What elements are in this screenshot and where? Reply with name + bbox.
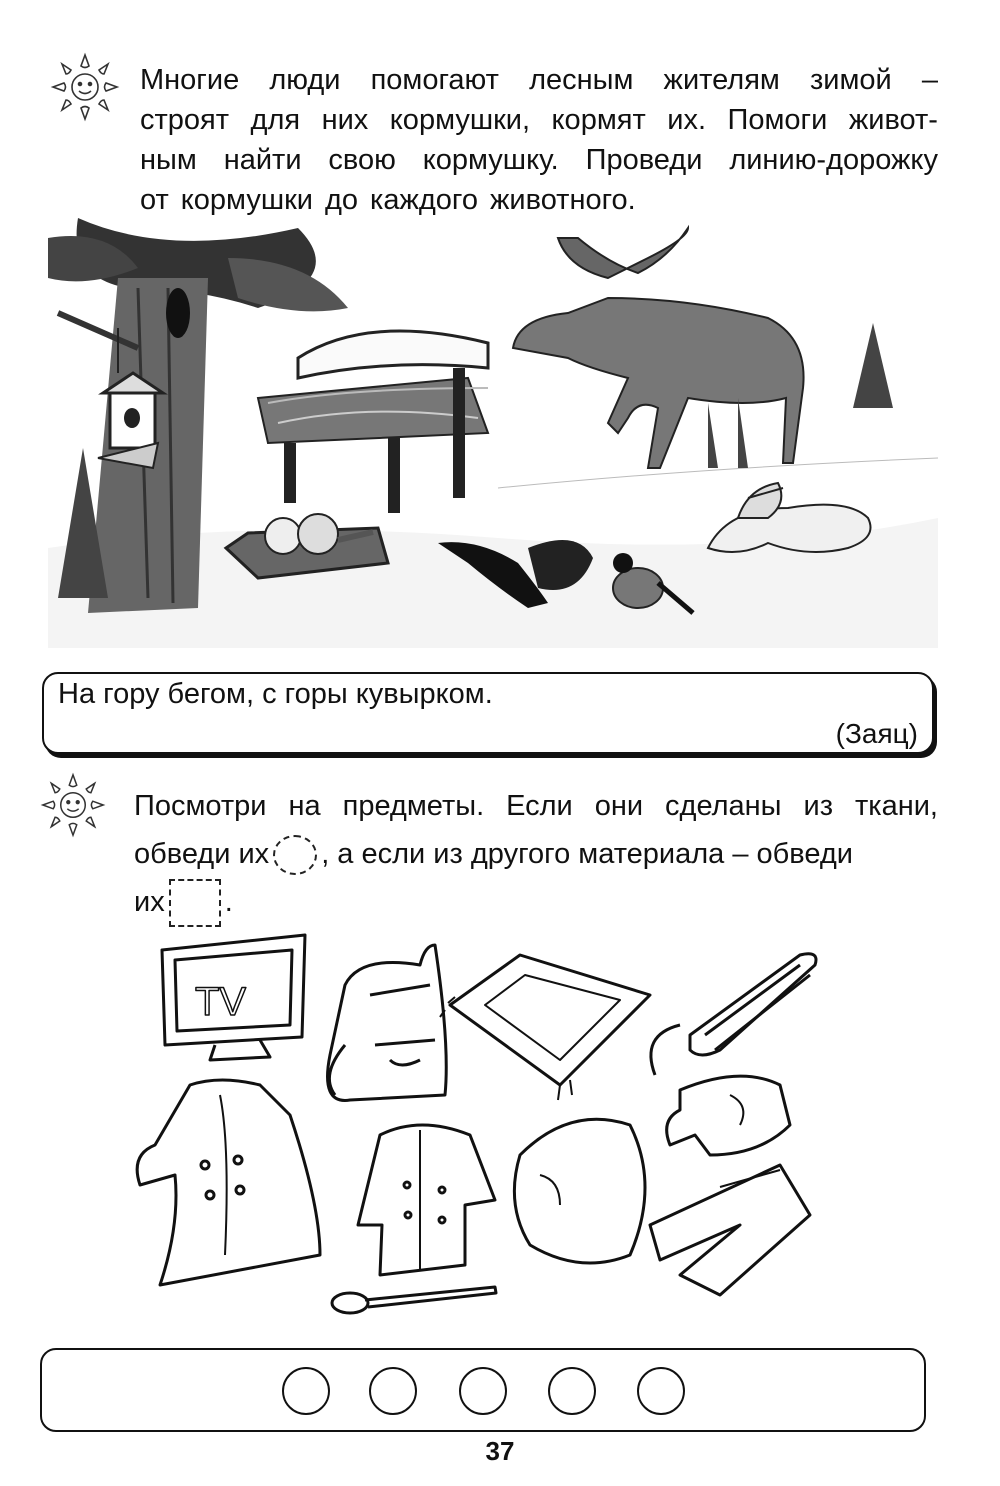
sun-icon xyxy=(50,52,120,122)
dashed-circle-symbol xyxy=(273,835,317,875)
shawl xyxy=(440,955,650,1100)
tv-set xyxy=(162,935,305,1060)
sun-icon xyxy=(40,772,106,838)
jeans xyxy=(650,1165,810,1295)
sled xyxy=(651,954,816,1075)
riddle-text: На гору бегом, с горы кувырком. xyxy=(58,678,493,710)
answer-circle[interactable] xyxy=(548,1367,596,1415)
winter-forest-illustration xyxy=(48,218,938,648)
answer-circle[interactable] xyxy=(282,1367,330,1415)
jacket xyxy=(358,1125,495,1275)
task1-line: строят для них кормушки, кормят их. Помоги живот- xyxy=(140,104,938,136)
riddle-answer: (Заяц) xyxy=(835,718,918,749)
coat xyxy=(137,1080,320,1285)
dashed-square-symbol xyxy=(169,879,221,927)
task1-line: Многие люди помогают лесным жителям зимой – xyxy=(140,64,938,96)
spoon xyxy=(332,1287,496,1313)
task1-text xyxy=(140,60,938,220)
answer-circle[interactable] xyxy=(637,1367,685,1415)
task2-line: их . xyxy=(134,878,938,927)
answer-box xyxy=(40,1348,926,1432)
task2-line: обведи их , а если из другого материала – обведи xyxy=(134,830,938,878)
answer-circle[interactable] xyxy=(369,1367,417,1415)
sweater xyxy=(667,1076,790,1155)
task1-line: ным найти свою кормушку. Проведи линию-дорожку xyxy=(140,144,938,176)
task2-text xyxy=(134,782,938,927)
task2-line: Посмотри на предметы. Если они сделаны из ткани, xyxy=(134,790,938,822)
task1-line: от кормушки до каждого животного. xyxy=(140,184,636,216)
bag xyxy=(328,945,447,1100)
riddle-box xyxy=(42,672,934,754)
answer-circle[interactable] xyxy=(459,1367,507,1415)
tv-label: TV xyxy=(195,980,247,1024)
pillow xyxy=(514,1119,645,1263)
items-illustration xyxy=(120,925,860,1335)
page-number: 37 xyxy=(485,1436,515,1466)
